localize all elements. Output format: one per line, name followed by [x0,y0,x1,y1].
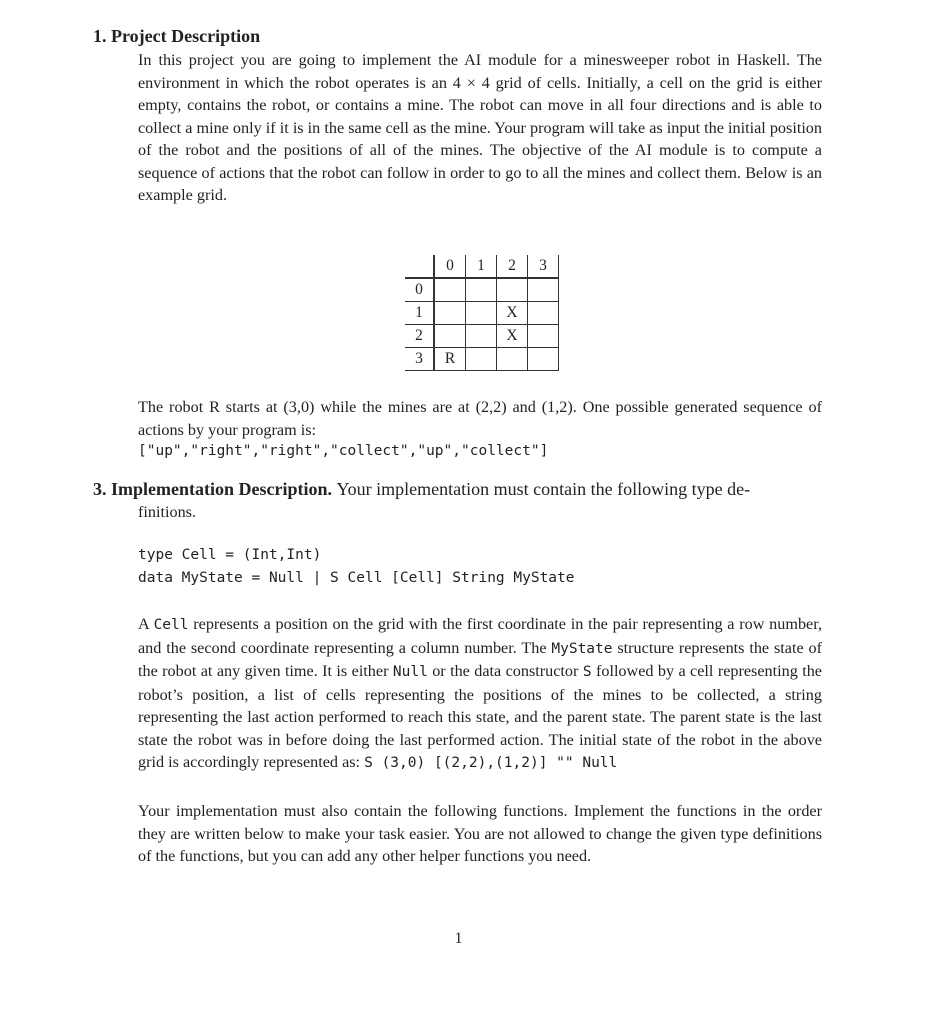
grid-col-header: 3 [528,255,559,278]
code-inline-s: S [582,664,592,680]
code-inline-initial-state: S (3,0) [(2,2),(1,2)] "" Null [364,755,618,771]
grid-cell-mine: X [497,325,528,348]
example-actions-code: ["up","right","right","collect","up","collect"] [138,443,549,459]
section-3-paragraph-2: Your implementation must also contain the following functions. Implement the functions in the order they are written below to make your task easier. You are not allowed to change the given type definitions of the functions, but you can add any other helper functions you need. [138,802,822,865]
section-3-heading [93,479,823,500]
grid-cell [466,325,497,348]
grid-cell [528,278,559,302]
text-run: represents a position on the grid with the first coordinate in the pair representing a row number, and the second coordinate representing a column number. The [138,615,823,657]
grid-col-header: 0 [434,255,466,278]
text-run: A [138,615,154,633]
type-cell-definition: type Cell = (Int,Int) [138,547,322,563]
example-grid [405,255,559,371]
grid-row [405,325,559,348]
grid-row-header: 3 [405,348,434,371]
grid-row-header: 0 [405,278,434,302]
grid-corner [405,255,434,278]
grid-row [405,302,559,325]
code-inline-mystate: MyState [551,640,613,657]
grid-cell [528,348,559,371]
section-3-paragraph-1 [138,613,822,775]
code-inline-cell: Cell [153,617,189,633]
code-inline-null: Null [392,664,428,680]
grid-cell [497,278,528,302]
grid-cell-mine: X [497,302,528,325]
data-mystate-definition: data MyState = Null | S Cell [Cell] String MyState [138,570,575,586]
grid-cell [497,348,528,371]
grid-cell [434,302,466,325]
grid-cell-robot: R [434,348,466,371]
grid-col-header: 2 [497,255,528,278]
grid-row [405,278,559,302]
grid-header-row [405,255,559,278]
section-3-heading-bold: 3. Implementation Description. [93,479,332,499]
text-run: structure represents the state of the robot at any given time. It is either [138,638,822,680]
example-description: The robot R starts at (3,0) while the mines are at (2,2) and (1,2). One possible generated sequence of actions by your program is: [138,398,822,439]
section-1-heading: 1. Project Description [93,26,261,46]
grid-cell [466,278,497,302]
grid-cell [528,302,559,325]
page-number: 1 [454,930,463,947]
text-run: followed by a cell representing the robot’s position, a list of cells representing the positions of the mines to be collected, a string representing the last action performed to reach this state, and the parent state. The parent state is the last state the robot was in before doing the last performed action. The initial state of the robot in the above grid is accordingly represented as: [138,662,822,771]
grid-cell [528,325,559,348]
grid-col-header: 1 [466,255,497,278]
grid-cell [466,302,497,325]
section-3-heading-continuation: finitions. [138,503,197,521]
grid-row-header: 1 [405,302,434,325]
grid-cell [466,348,497,371]
grid-row [405,348,559,371]
grid-row-header: 2 [405,325,434,348]
text-run: or the data constructor [427,662,583,680]
section-1-intro: In this project you are going to implement the AI module for a minesweeper robot in Haskell. The environment in which the robot operates is an 4 × 4 grid of cells. Initially, a cell on the grid is either empty, contains the robot, or contains a mine. The robot can move in all four directions and is able to collect a mine only if it is in the same cell as the mine. Your program will take as input the initial position of the robot and the positions of all of the mines. The objective of the AI module is to compute a sequence of actions that the robot can follow in order to go to all the mines and collect them. Below is an example grid. [138,51,822,204]
section-3-heading-text: Your implementation must contain the following type de- [336,479,751,499]
grid-cell [434,278,466,302]
grid-cell [434,325,466,348]
